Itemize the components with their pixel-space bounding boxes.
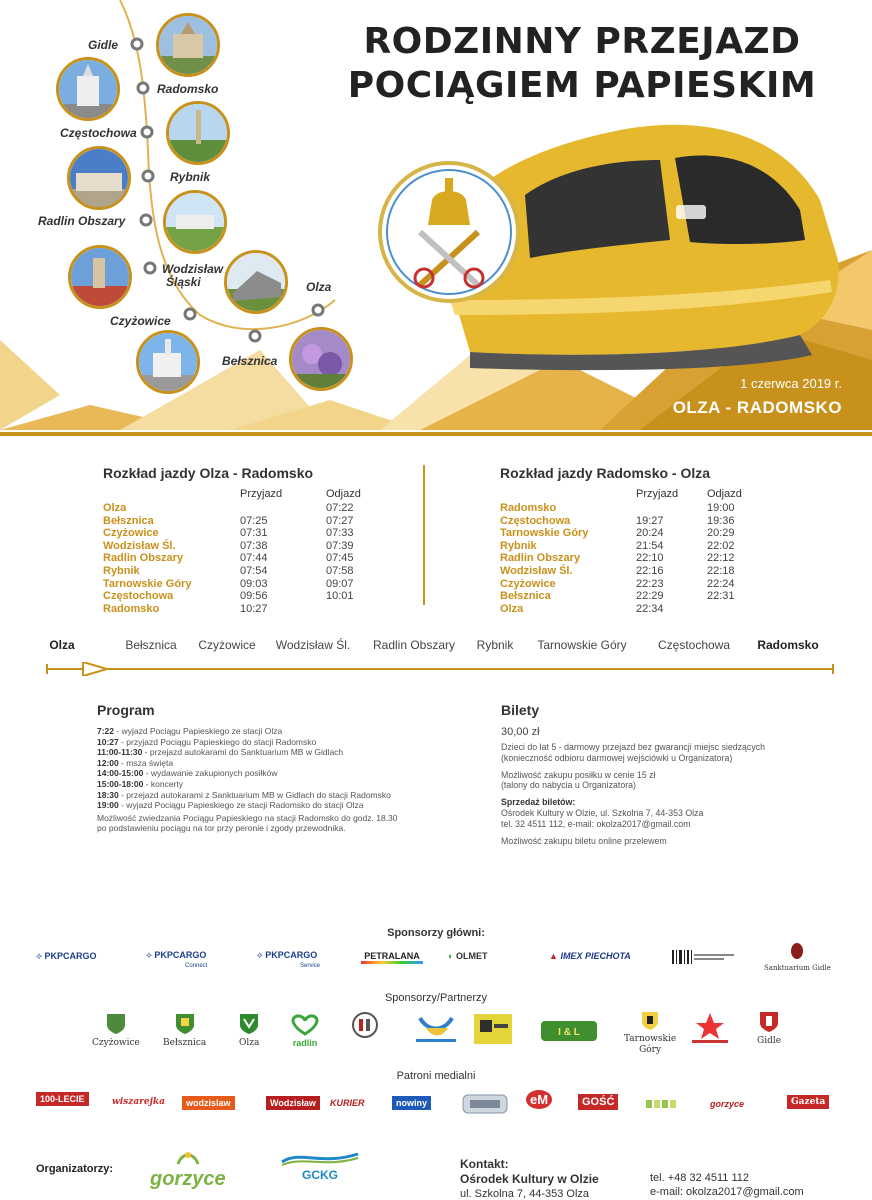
logo-radlin: radlin <box>288 1014 322 1048</box>
ticket-meal-1: Możliwość zakupu posiłku w cenie 15 zł <box>501 769 656 780</box>
barcode-logo <box>672 948 736 968</box>
logo-partner-emblem <box>348 1011 382 1043</box>
media-logo-gazeta: Gazeta <box>787 1095 829 1109</box>
logo-sanktuarium-gidle: Sanktuarium Gidle <box>764 942 831 972</box>
logo-gmina-gorzyce: gorzyce <box>150 1150 226 1191</box>
title-line-2: POCIĄGIEM PAPIESKIM <box>347 65 817 106</box>
arrow-right-icon <box>83 662 107 676</box>
program-item: 12:00 - msza święta <box>97 757 174 768</box>
table-row: Bełsznica 22:29 22:31 <box>500 590 735 603</box>
logo-imex-piechota: ▲ IMEX PIECHOTA <box>549 951 631 961</box>
logo-pkp-cargo: ⟡ PKPCARGO <box>36 951 97 961</box>
logo-partner-square <box>472 1012 514 1048</box>
partners-title: Sponsorzy/Partnerzy <box>384 992 488 1004</box>
photo-radomsko <box>56 57 120 121</box>
program-note-1: Możliwość zwiedzania Pociągu Papieskiego na stacji Radomsko do godz. 18.30 <box>97 812 398 823</box>
title-line-1: RODZINNY PRZEJAZD <box>363 21 801 62</box>
table-row: Tarnowskie Góry 09:03 09:07 <box>103 577 354 590</box>
route-stop: Radlin Obszary <box>372 638 456 652</box>
photo-slaski <box>224 250 288 314</box>
contact-title: Kontakt: <box>460 1157 509 1171</box>
table-row: Wodzisław Śl. 22:16 22:18 <box>500 564 735 577</box>
table-row: Czyżowice 22:23 22:24 <box>500 577 735 590</box>
ticket-online: Możliwość zakupu biletu online przelewem <box>501 835 667 846</box>
photo-radlin <box>163 190 227 254</box>
logo-pkp-cargo-connect: ⟡ PKPCARGO Connect <box>145 950 208 969</box>
crest-olza: Olza <box>239 1013 259 1048</box>
crest-belsznica: Bełsznica <box>163 1013 206 1048</box>
timetable-right-table <box>500 487 742 615</box>
contact-name: Ośrodek Kultury w Olzie <box>460 1172 599 1186</box>
crest-czyzowice: Czyżowice <box>92 1013 140 1048</box>
media-logo-small-green <box>646 1098 688 1112</box>
program-item: 11:00-11:30 - przejazd autokarami do Sanktuarium MB w Gidlach <box>97 747 344 758</box>
poster-title <box>322 20 842 108</box>
ticket-sale-contact: tel. 32 4511 112, e-mail: okolza2017@gmail.com <box>501 818 691 829</box>
route-stop: Wodzisław Śl. <box>275 638 351 652</box>
contact-block <box>460 1157 599 1200</box>
photo-czestochowa <box>166 101 230 165</box>
table-row: Tarnowskie Góry 20:24 20:29 <box>500 527 735 540</box>
media-logo-nowiny: nowiny <box>392 1096 431 1110</box>
media-logo-gray-badge <box>462 1093 508 1117</box>
map-stop-radlin: Radlin Obszary <box>38 214 126 228</box>
program-item: 19:00 - wyjazd Pociągu Papieskiego ze stacji Radomsko do stacji Olza <box>97 800 364 811</box>
table-row: Radlin Obszary 22:10 22:12 <box>500 552 735 565</box>
route-stop: Tarnowskie Góry <box>537 638 627 652</box>
svg-text:I & L: I & L <box>558 1027 580 1038</box>
route-line <box>45 638 835 678</box>
table-row: Rybnik 07:54 07:58 <box>103 564 354 577</box>
map-stop-radomsko: Radomsko <box>157 82 219 96</box>
route-stop: Czyżowice <box>198 638 256 652</box>
map-stop-belsznica: Bełsznica <box>222 354 278 368</box>
media-logo-gorzyce: gorzyce <box>710 1099 745 1109</box>
program-section <box>97 702 477 834</box>
event-date: 1 czerwca 2019 r. <box>740 376 842 391</box>
table-row: Bełsznica 07:25 07:27 <box>103 514 354 527</box>
photo-wodzislaw <box>68 245 132 309</box>
col-arrival: Przyjazd <box>636 488 679 501</box>
table-row: Radlin Obszary 07:44 07:45 <box>103 552 354 565</box>
logo-partner-green <box>540 1020 598 1044</box>
program-item: 18:30 - przejazd autokarami z Sanktuarium MB w Gidlach do stacji Radomsko <box>97 789 391 800</box>
media-logo-gosc: GOŚĆ <box>578 1094 618 1110</box>
route-stop: Olza <box>49 638 75 652</box>
map-stop-slaski: Śląski <box>166 275 201 289</box>
program-item: 10:27 - przyjazd Pociągu Papieskiego do stacji Radomsko <box>97 736 317 747</box>
table-row: Czyżowice 07:31 07:33 <box>103 527 354 540</box>
timetable-radomsko-olza <box>500 465 742 615</box>
contact-address: ul. Szkolna 7, 44-353 Olza <box>460 1188 590 1200</box>
crest-tarnowskie-gory: Tarnowskie Góry <box>624 1011 676 1055</box>
program-item: 15:00-18:00 - koncerty <box>97 778 183 789</box>
photo-rybnik <box>67 146 131 210</box>
table-row: Olza 07:22 <box>103 502 354 514</box>
media-patrons-title: Patroni medialni <box>396 1070 476 1082</box>
program-title: Program <box>97 702 155 718</box>
crest-gidle: Gidle <box>757 1011 781 1046</box>
table-row: Częstochowa 19:27 19:36 <box>500 514 735 527</box>
contact-email[interactable]: e-mail: okolza2017@gmail.com <box>650 1186 804 1198</box>
timetable-left-title: Rozkład jazdy Olza - Radomsko <box>103 465 314 481</box>
col-arrival: Przyjazd <box>240 488 283 501</box>
media-logo-wodzislaw: wodzislaw <box>182 1096 235 1110</box>
route-stop: Radomsko <box>757 638 819 652</box>
ticket-sale-address: Ośrodek Kultury w Olzie, ul. Szkolna 7, 44-353 Olza <box>501 807 704 818</box>
tickets-section <box>501 702 851 846</box>
map-stop-czestochowa: Częstochowa <box>60 126 137 140</box>
table-row: Częstochowa 09:56 10:01 <box>103 590 354 603</box>
media-logo-wiszarejka: wiszarejka <box>112 1097 165 1107</box>
map-stop-rybnik: Rybnik <box>170 170 211 184</box>
photo-czyzowice <box>136 330 200 394</box>
ticket-kids-1: Dzieci do lat 5 - darmowy przejazd bez gwarancji miejsc siedzących <box>501 742 766 752</box>
map-stop-wodzislaw: Wodzisław <box>162 262 224 276</box>
ticket-kids-2: (konieczność odbioru darmowej wejściówki u Organizatora) <box>501 752 733 763</box>
photo-gidle <box>156 13 220 77</box>
map-stop-gidle: Gidle <box>88 38 119 52</box>
route-stop: Bełsznica <box>125 638 177 652</box>
logo-petralana: PETRALANA <box>361 951 423 964</box>
program-item: 7:22 - wyjazd Pociągu Papieskiego ze stacji Olza <box>97 726 283 736</box>
ticket-sale-title: Sprzedaż biletów: <box>501 797 576 808</box>
logo-partner-star <box>688 1011 732 1047</box>
organizers-label: Organizatorzy: <box>36 1163 114 1175</box>
contact-phone: tel. +48 32 4511 112 <box>650 1172 749 1184</box>
poster-header <box>0 0 872 440</box>
media-logo-100-lecie: 100-LECIE <box>36 1092 89 1106</box>
table-row: Radomsko 10:27 <box>103 602 268 615</box>
table-row: Radomsko 19:00 <box>500 502 735 514</box>
table-row: Olza 22:34 <box>500 602 664 615</box>
route-stop: Częstochowa <box>657 638 731 652</box>
program-item: 14:00-15:00 - wydawanie zakupionych posiłków <box>97 768 278 779</box>
tickets-title: Bilety <box>501 702 540 718</box>
timetable-left-table <box>103 487 361 615</box>
logo-pkp-cargo-service: ⟡ PKPCARGO Service <box>256 950 321 969</box>
main-sponsors-title: Sponsorzy główni: <box>387 927 485 939</box>
timetable-divider <box>423 465 425 605</box>
program-note-2: po podstawieniu pociągu na tor przy peronie i zgody przewodnika. <box>97 823 346 834</box>
timetable-right-title: Rozkład jazdy Radomsko - Olza <box>500 465 711 481</box>
timetable-olza-radomsko <box>103 465 361 615</box>
table-row: Wodzisław Śl. 07:38 07:39 <box>103 539 354 552</box>
photo-olza <box>289 327 353 391</box>
col-departure: Odjazd <box>707 488 742 501</box>
map-stop-olza: Olza <box>306 280 332 294</box>
logo-partner-bird <box>412 1012 460 1046</box>
table-row: Rybnik 21:54 22:02 <box>500 539 735 552</box>
logo-gckg: GCKG <box>280 1150 360 1182</box>
media-logo-kurier: KURIER <box>330 1098 365 1108</box>
ticket-price: 30,00 zł <box>501 726 540 738</box>
map-stop-czyzowice: Czyżowice <box>110 314 171 328</box>
ticket-meal-2: (talony do nabycia u Organizatora) <box>501 780 636 791</box>
papal-emblem <box>380 163 518 301</box>
contact-details <box>650 1171 804 1199</box>
event-route: OLZA - RADOMSKO <box>672 398 842 417</box>
logo-olmet: ◐ OLMET <box>448 951 488 961</box>
route-track <box>45 662 835 676</box>
media-logo-nasz-wodzislaw: Wodzisław <box>266 1096 320 1110</box>
media-logo-em: eM <box>526 1090 552 1109</box>
route-stop: Rybnik <box>476 638 514 652</box>
col-departure: Odjazd <box>326 488 361 501</box>
